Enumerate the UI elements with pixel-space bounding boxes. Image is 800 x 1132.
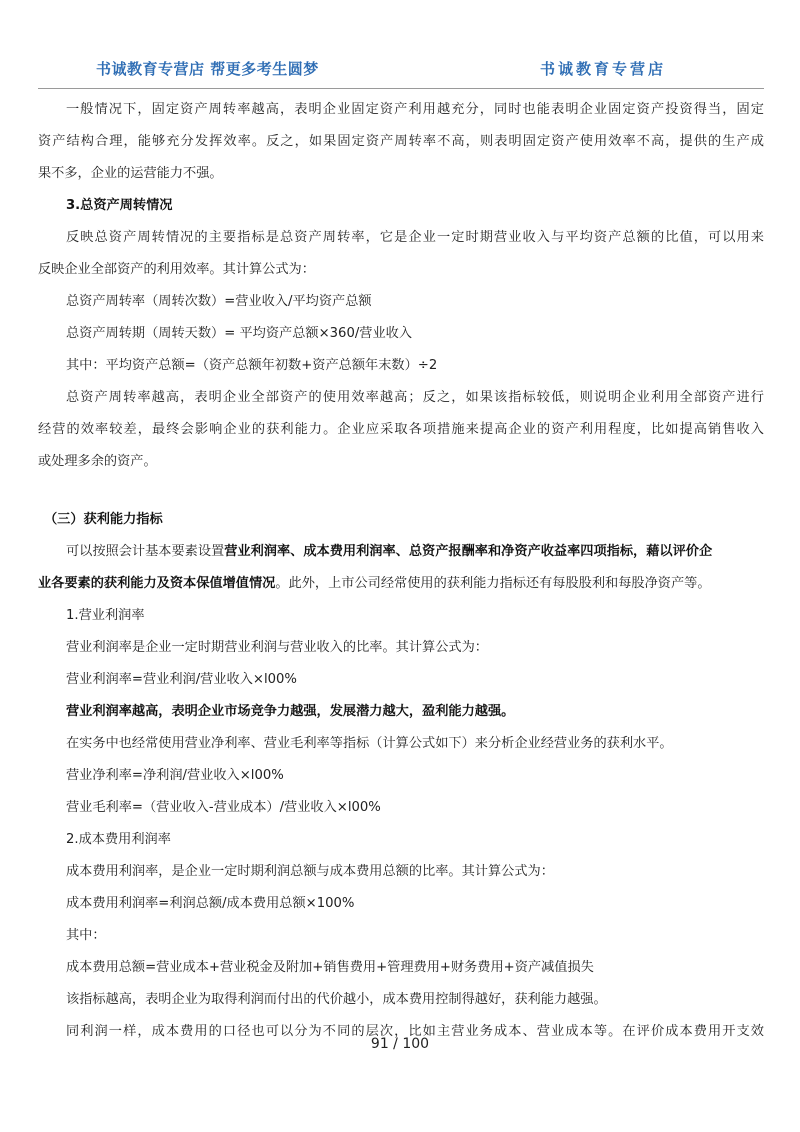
header-store-name: 书诚教育专营店 xyxy=(540,60,667,78)
paragraph-line: 经营的效率较差，最终会影响企业的获利能力。企业应采取各项措施来提高企业的资产利用程度，比如提高销售收入 xyxy=(38,422,764,437)
subsection-heading: 2.成本费用利润率 xyxy=(66,832,171,847)
header-divider xyxy=(38,88,764,89)
paragraph-line: 一般情况下，固定资产周转率越高，表明企业固定资产利用越充分，同时也能表明企业固定资产投资得当，固定 xyxy=(66,102,764,117)
paragraph-line: 其中： xyxy=(66,928,106,943)
paragraph-line: 反映企业全部资产的利用效率。其计算公式为： xyxy=(38,262,315,277)
paragraph-line xyxy=(38,536,764,568)
paragraph-line: 同利润一样，成本费用的口径也可以分为不同的层次，比如主营业务成本、营业成本等。在评价成本费用开支效 xyxy=(66,1024,764,1039)
paragraph-text: 可以按照会计基本要素设置 xyxy=(66,544,225,559)
formula-line: 成本费用利润率=利润总额/成本费用总额×100% xyxy=(66,896,355,911)
emphasis-text: 业各要素的获利能力及资本保值增值情况 xyxy=(38,576,276,591)
paragraph-line: 成本费用利润率，是企业一定时期利润总额与成本费用总额的比率。其计算公式为： xyxy=(66,864,554,879)
subsection-heading: 1.营业利润率 xyxy=(66,608,145,623)
paragraph-text: 。此外，上市公司经常使用的获利能力指标还有每股股利和每股净资产等。 xyxy=(275,576,711,591)
formula-line: 成本费用总额=营业成本+营业税金及附加+销售费用+管理费用+财务费用+资产减值损失 xyxy=(66,960,594,975)
page-number: 91 / 100 xyxy=(370,1036,430,1052)
document-body xyxy=(38,94,764,1048)
emphasis-text: 营业利润率、成本费用利润率、总资产报酬率和净资产收益率四项指标，藉以评价企 xyxy=(224,544,713,559)
formula-line: 营业净利率=净利润/营业收入×l00% xyxy=(66,768,284,783)
section-heading: （三）获利能力指标 xyxy=(44,512,163,527)
formula-line: 营业利润率=营业利润/营业收入×l00% xyxy=(66,672,297,687)
paragraph-line: 营业利润率是企业一定时期营业利润与营业收入的比率。其计算公式为： xyxy=(66,640,488,655)
spacer xyxy=(38,478,764,504)
header-store-slogan: 书诚教育专营店 帮更多考生圆梦 xyxy=(96,60,319,78)
paragraph-line: 该指标越高，表明企业为取得利润而付出的代价越小，成本费用控制得越好，获利能力越强。 xyxy=(66,992,607,1007)
formula-line: 总资产周转率（周转次数）=营业收入/平均资产总额 xyxy=(66,294,372,309)
paragraph-line: 资产结构合理，能够充分发挥效率。反之，如果固定资产周转率不高，则表明固定资产使用效率不高，提供的生产成 xyxy=(38,134,764,149)
formula-line: 总资产周转期（周转天数）= 平均资产总额×360/营业收入 xyxy=(66,326,413,341)
emphasis-line: 营业利润率越高，表明企业市场竞争力越强，发展潜力越大，盈利能力越强。 xyxy=(66,704,515,719)
paragraph-line: 总资产周转率越高，表明企业全部资产的使用效率越高；反之，如果该指标较低，则说明企业利用全部资产进行 xyxy=(66,390,764,405)
paragraph-line: 在实务中也经常使用营业净利率、营业毛利率等指标（计算公式如下）来分析企业经营业务的获利水平。 xyxy=(66,736,673,751)
paragraph-line: 果不多，企业的运营能力不强。 xyxy=(38,166,223,181)
formula-line: 其中：平均资产总额=（资产总额年初数+资产总额年末数）÷2 xyxy=(66,358,438,373)
formula-line: 营业毛利率=（营业收入-营业成本）/营业收入×l00% xyxy=(66,800,381,815)
subsection-heading: 3.总资产周转情况 xyxy=(66,198,173,213)
paragraph-line xyxy=(38,568,764,600)
page-header xyxy=(0,58,800,82)
paragraph-line: 或处理多余的资产。 xyxy=(38,454,157,469)
paragraph-line: 反映总资产周转情况的主要指标是总资产周转率，它是企业一定时期营业收入与平均资产总额的比值，可以用来 xyxy=(66,230,764,245)
